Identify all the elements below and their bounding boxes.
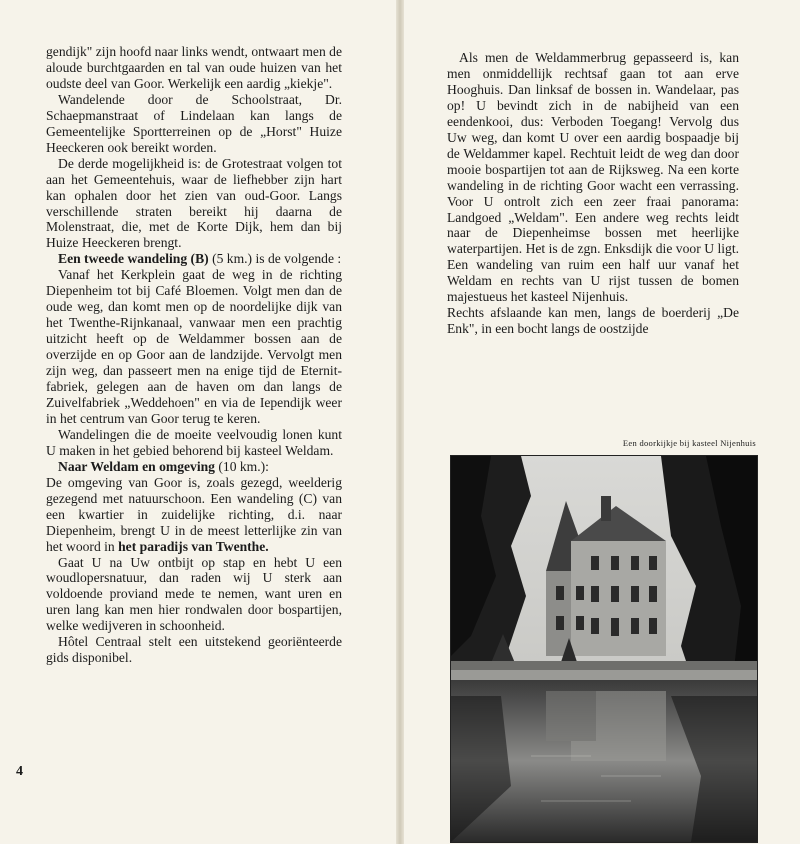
right-page-text <box>447 50 739 337</box>
walk-b-body: Vanaf het Kerkplein gaat de weg in de richting Diepenheim tot bij Café Bloemen. Volgt men dan de oude weg, dan komt men op de noordelijke dijk van het Twenthe-Rijnkanaal, vanwaar men een prachtig uitzicht heeft op de Weldammer bossen aan de overzijde en op Goor aan de landzijde. Vervolgt men zijn weg, dan passeert men na enige tijd de Eternit-fabriek, gelegen aan de haven om dan langs de Zuivelfabriek „Weddehoen" en via de Iependijk weer in het centrum van Goor terug te keren. <box>46 267 342 426</box>
weldam-body-bold: het paradijs van Twenthe. <box>118 538 269 554</box>
walk-b-extra: Wandelingen die de moeite veelvoudig lonen kunt U maken in het gebied behorend bij kasteel Weldam. <box>46 426 342 458</box>
weldam-paragraph-3: Hôtel Centraal stelt een uitstekend georiënteerde gids disponibel. <box>46 634 342 666</box>
paragraph-3: De derde mogelijkheid is: de Grotestraat volgen tot aan het Gemeentehuis, waar de liefhebber zijn hart kan ophalen door het zien van oud-Goor. Langs verschillende straten bereikt hij daarna de Molenstraat, die, met de Korte Dijk, hem dan bij Huize Heeckeren brengt. <box>46 155 342 251</box>
left-page-text <box>46 44 342 666</box>
weldam-body <box>46 475 342 555</box>
walk-b-heading: Een tweede wandeling (B) <box>58 251 209 267</box>
right-paragraph-1: Als men de Weldammerbrug gepasseerd is, kan men onmiddellijk rechtsaf gaan tot aan erve Hooghuis. Dan linksaf de bossen in. Wandelaar, pas op! U bevindt zich in de nabijheid van een eendenkooi, dus: Verboden Toegang! Vervolg dus Uw weg, dan komt U over een aardig bospaadje bij de Weldammer kapel. Rechtuit leidt de weg dan door mooie bospartijen tot aan de Rijksweg. Na een korte wandeling in de richting Goor wacht een verrassing. Voor U ontrolt zich een zeer fraai panorama: Landgoed „Weldam". Een andere weg rechts leidt naar de Diepenheimse bossen met heerlijke waterpartijen. Het is de zgn. Enksdijk die voor U ligt. Een wandeling van ruim een half uur vanaf het Weldam en rechts van U rijst tussen de bomen majestueus het kasteel Nijenhuis. <box>447 50 739 305</box>
weldam-heading-rest: (10 km.): <box>214 458 269 474</box>
weldam-paragraph-2: Gaat U na Uw ontbijt op stap en hebt U een woudlopersnatuur, dan raden wij U sterk aan voldoende proviand mede te nemen, want uren en uren lang kan men hier rondwalen door bospartijen, welke wedijveren in schoonheid. <box>46 554 342 634</box>
walk-b-heading-paragraph <box>46 251 342 267</box>
weldam-heading: Naar Weldam en omgeving <box>58 458 215 474</box>
paragraph-1: gendijk" zijn hoofd naar links wendt, ontwaart men de aloude burchtgaarden en tal van oude huizen van het oudste deel van Goor. Werkelijk een aardig „kiekje". <box>46 44 342 91</box>
weldam-heading-paragraph <box>46 459 342 475</box>
photo-caption: Een doorkijkje bij kasteel Nijenhuis <box>622 438 756 448</box>
paragraph-2: Wandelende door de Schoolstraat, Dr. Schaepmanstraat of Lindelaan kan langs de Gemeentelijke Sportterreinen op de „Horst" Huize Heeckeren ook bereikt worden. <box>46 91 342 155</box>
page-number: 4 <box>16 764 23 779</box>
weldam-body-start: De omgeving van Goor is, zoals gezegd, weelderig gezegend met natuurschoon. Een wandeling (C) van een kwartier in zuidelijke richting, d.i. naar Diepenheim, brengt U in de meest letterlijke zin van het woord in <box>46 474 342 554</box>
walk-b-heading-rest: (5 km.) is de volgende : <box>208 251 342 267</box>
castle-photo <box>450 455 758 843</box>
book-gutter <box>396 0 404 844</box>
right-paragraph-2: Rechts afslaande kan men, langs de boerderij „De Enk", in een bocht langs de oostzijde <box>447 305 739 337</box>
